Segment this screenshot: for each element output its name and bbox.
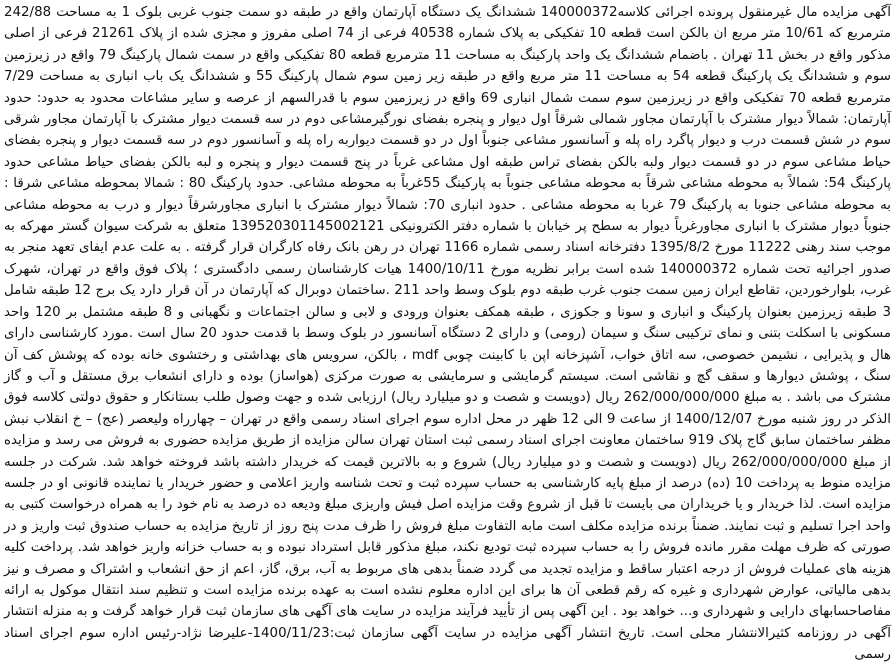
notice-body-text: آگهی مزایده مال غیرمنقول پرونده اجرائی کلاسه140000372 ششدانگ یک دستگاه آپارتمان واقع در طبقه دو سمت جنوب غربی بلوک 1 به مساحت 242/88 مترمربع که 10/61 متر مربع ان بالکن است قطعه 10 تفکیکی به پلاک شماره 40538 فرعی از 74 اصلی مفروز و مجزی شده از پلاک 21261 فرعی از اصلی مذکور واقع در بخش 11 تهران . باضمام ششدانگ یک واحد پارکینگ به مساحت 11 مترمربع قطعه 80 تفکیکی واقع در سمت شمال پارکینگ 79 واقع در زیرزمین سوم و ششدانگ یک پارکینگ قطعه 54 به مساحت 11 متر مربع واقع در طبقه زیر زمین سوم شمال پارکینگ 55 و ششدانگ یک باب انباری به مساحت 7/29 مترمربع قطعه 70 تفکیکی واقع در زیرزمین سوم سمت شمال انباری 69 واقع در زیرزمین سوم با قدرالسهم از عرصه و سایر مشاعات محدود به حدود: حدود آپارتمان: شمالاً دیوار مشترک با آپارتمان مجاور شمالی شرقاً اول دیوار و پنجره بفضای نورگیرمشاعی دوم در سه قسمت دیوار مشترک با آپارتمان مجاور شرقی سوم در شش قسمت درب و دیوار پاگرد راه پله و آسانسور مشاعی جنوباً اول در دو قسمت دیواربه راه پله و آسانسور دوم در سه قسمت دیوار و پنجره بفضای حیاط مشاعی سوم در دو قسمت دیوار ولبه بالکن بفضای تراس طبقه اول مشاعی غرباً در پنج قسمت دیوار و پنجره و لبه بالکن بفضای حیاط مشاعی حدود پارکینگ 54: شمالاً به محوطه مشاعی شرقاً به محوطه مشاعی جنوباً به پارکینگ 55غرباً به محوطه مشاعی. حدود پارکینگ 80 : شمالا بمحوطه مشاعی شرقا : به محوطه مشاعی جنوبا به پارکینگ 79 غربا به محوطه مشاعی . حدود انباری 70: شمالاً دیوار مشترک با انباری مجاورشرقاً دیوار و درب به محوطه مشاعی جنوباً دیوار مشترک با انباری مجاورغرباً دیوار به سطح پر خیابان با شماره دفتر الکترونیکی 139520301145002121 متعلق به شرکت سیوان گستر مهرکه به موجب سند رهنی 11222 مورخ 1395/8/2 دفترخانه اسناد رسمی شماره 1166 تهران در رهن بانک رفاه کارگران قرار گرفته . به علت عدم ایفای تعهد منجر به صدور اجرائیه تحت شماره 140000372 شده است برابر نظریه مورخ 1400/10/11 هیات کارشناسان رسمی دادگستری ؛ پلاک فوق واقع در تهران، شهرک غرب، بلوارخوردین، تقاطع ایران زمین سمت جنوب غرب طبقه دوم بلوک وسط واحد 211 .ساختمان دوبرال که آپارتمان در آن قرار دارد یک برج 12 طبقه شامل 3 طبقه زیرزمین بعنوان پارکینگ و انباری و سونا و جکوزی ، طبقه همکف بعنوان ورودی و لابی و سالن اجتماعات و نگهبانی و 8 طبقه مشتمل بر 120 واحد مسکونی با اسکلت بتنی و نمای ترکیبی سنگ و سیمان (رومی) و دارای 2 دستگاه آسانسور در بلوک وسط با قدمت حدود 20 سال است .مورد کارشناسی دارای هال و پذیرایی ، نشیمن خصوصی، سه اتاق خواب، آشپزخانه اپن با کابینت چوبی mdf ، بالکن، سرویس های بهداشتی و رختشوی خانه بوده که پوشش کف آن سنگ ، پوشش دیوارها و سقف گچ و نقاشی است. سیستم گرمایشی و سرمایشی به صورت مرکزی (هواساز) بوده و دارای انشعاب برق مستقل و آب و گاز مشترک می باشد . به مبلغ 262/000/000/000 ریال (دویست و شصت و دو میلیارد ریال) ارزیابی شده و جهت وصول طلب بستانکار و حقوق دولتی کلاسه فوق الذکر در روز شنبه مورخ 1400/12/07 از ساعت 9 الی 12 ظهر در محل اداره سوم اجرای اسناد رسمی واقع در تهران – چهارراه ولیعصر (عج) – خ انقلاب نبش مظفر ساختمان سابق گاج پلاک 919 ساختمان معاونت اجرای اسناد رسمی ثبت استان تهران سالن مزایده از طریق مزایده حضوری به فروش می رسد و مزایده از مبلغ 262/000/000/000 ریال (دویست و شصت و دو میلیارد ریال) شروع و به بالاترین قیمت که خریدار داشته باشد فروخته خواهد شد. شرکت در جلسه مزایده منوط به پرداخت 10 (ده) درصد از مبلغ پایه کارشناسی به حساب سپرده ثبت و تحت شناسه واریز اعلامی و حضور خریدار یا نماینده قانونی او در جلسه مزایده است. لذا خریدار و یا خریداران می بایست تا قبل از شروع وقت مزایده اصل فیش واریزی مبلغ ودیعه ده درصد به نام خود را به همراه درخواست کتبی به واحد اجرا تسلیم و ثبت نمایند. ضمناً برنده مزایده مکلف است مابه التفاوت مبلغ فروش را ظرف مدت پنج روز از تاریخ مزایده به حساب صندوق ثبت واریز و در صورتی که ظرف مهلت مقرر مانده فروش را به حساب سپرده ثبت تودیع نکند، مبلغ مذکور قابل استرداد نبوده و به حساب خزانه واریز خواهد شد. پرداخت کلیه هزینه های عملیات فروش از درجه اعتبار ساقط و مزایده تجدید می گردد ضمناً بدهی های مربوط به آب، برق، گاز، اعم از حق انشعاب و اشتراک و مصرف و نیز بدهی مالیاتی، عوارض شهرداری و غیره که رقم قطعی آن ها برای این اداره معلوم نشده است به عهده برنده مزایده است و تنظیم سند انتقال موکول به ارائه مفاصاحسابهای دارایی و شهرداری و... خواهد بود . این آگهی پس از تأیید فرآیند مزایده در سایت های آگهی های سازمان ثبت قرار خواهد گرفت و به منزله انتشار آگهی در روزنامه کثیرالانتشار محلی است. تاریخ انتشار آگهی مزایده در سایت آگهی سازمان ثبت:1400/11/23-علیرضا نژاد-رئیس اداره سوم اجرای اسناد رسمی — [4, 5, 892, 663]
auction-notice — [4, 2, 892, 663]
